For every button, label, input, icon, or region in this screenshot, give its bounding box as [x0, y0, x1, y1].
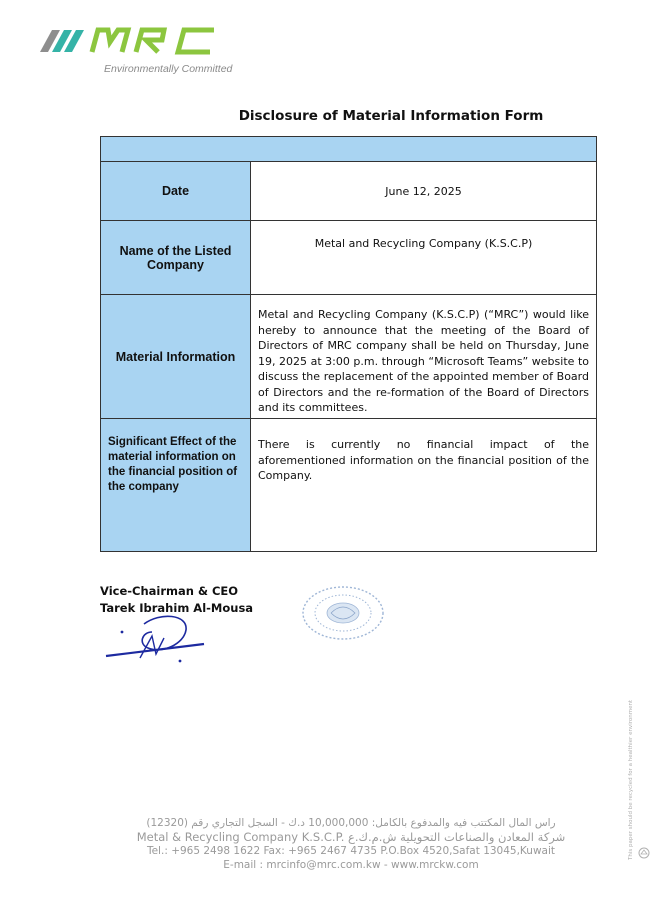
- footer-web-line: E-mail : mrcinfo@mrc.com.kw - www.mrckw.com: [223, 859, 479, 871]
- disclosure-table: [100, 136, 597, 552]
- row-value: Metal and Recycling Company (K.S.C.P): [314, 237, 533, 250]
- form-title: Disclosure of Material Information Form: [238, 108, 544, 124]
- table-row-company-name: [101, 220, 596, 294]
- row-label: Significant Effect of the material information on the financial position of the company: [101, 419, 251, 551]
- signatory-name: Tarek Ibrahim Al-Mousa: [100, 601, 254, 615]
- footer-arabic-capital: راس المال المكتتب فيه والمدفوع بالكامل: 10,000,000 د.ك - السجل التجاري رقم (12320): [146, 817, 556, 829]
- tagline: Environmentally Committed: [104, 63, 233, 75]
- recycle-note: This paper should be recycled for a healthier environment: [628, 699, 634, 860]
- row-label: Date: [101, 162, 251, 220]
- footer-company-line: Metal & Recycling Company K.S.C.P. شركة المعادن والصناعات التحويلية ش.م.ك.ع: [136, 830, 566, 844]
- row-value: June 12, 2025: [385, 184, 462, 198]
- table-row-date: [101, 161, 596, 220]
- recycle-icon: [638, 844, 650, 863]
- footer-contact-line: Tel.: +965 2498 1622 Fax: +965 2467 4735 P.O.Box 4520,Safat 13045,Kuwait: [146, 845, 556, 857]
- row-value: There is currently no financial impact of the aforementioned information on the financial position of the Company.: [258, 438, 589, 482]
- table-row-significant-effect: [101, 418, 596, 551]
- handwritten-signature: [100, 610, 210, 672]
- table-row-material-information: [101, 294, 596, 418]
- table-header-row: [101, 137, 596, 161]
- letterhead-footer: [0, 816, 662, 872]
- signatory-role: Vice-Chairman & CEO: [100, 584, 239, 598]
- company-stamp: [297, 583, 389, 649]
- row-label: Material Information: [101, 295, 251, 418]
- row-value: Metal and Recycling Company (K.S.C.P) (“MRC”) would like hereby to announce that the meeting of the Board of Directors of MRC company shall be held on Thursday, June 19, 2025 at 3:00 p.m. through “Microsoft Teams” website to discuss the replacement of the appointed member of Board of Directors and the re-formation of the Board of Directors and its committees.: [258, 308, 589, 414]
- row-label: Name of the Listed Company: [101, 221, 251, 294]
